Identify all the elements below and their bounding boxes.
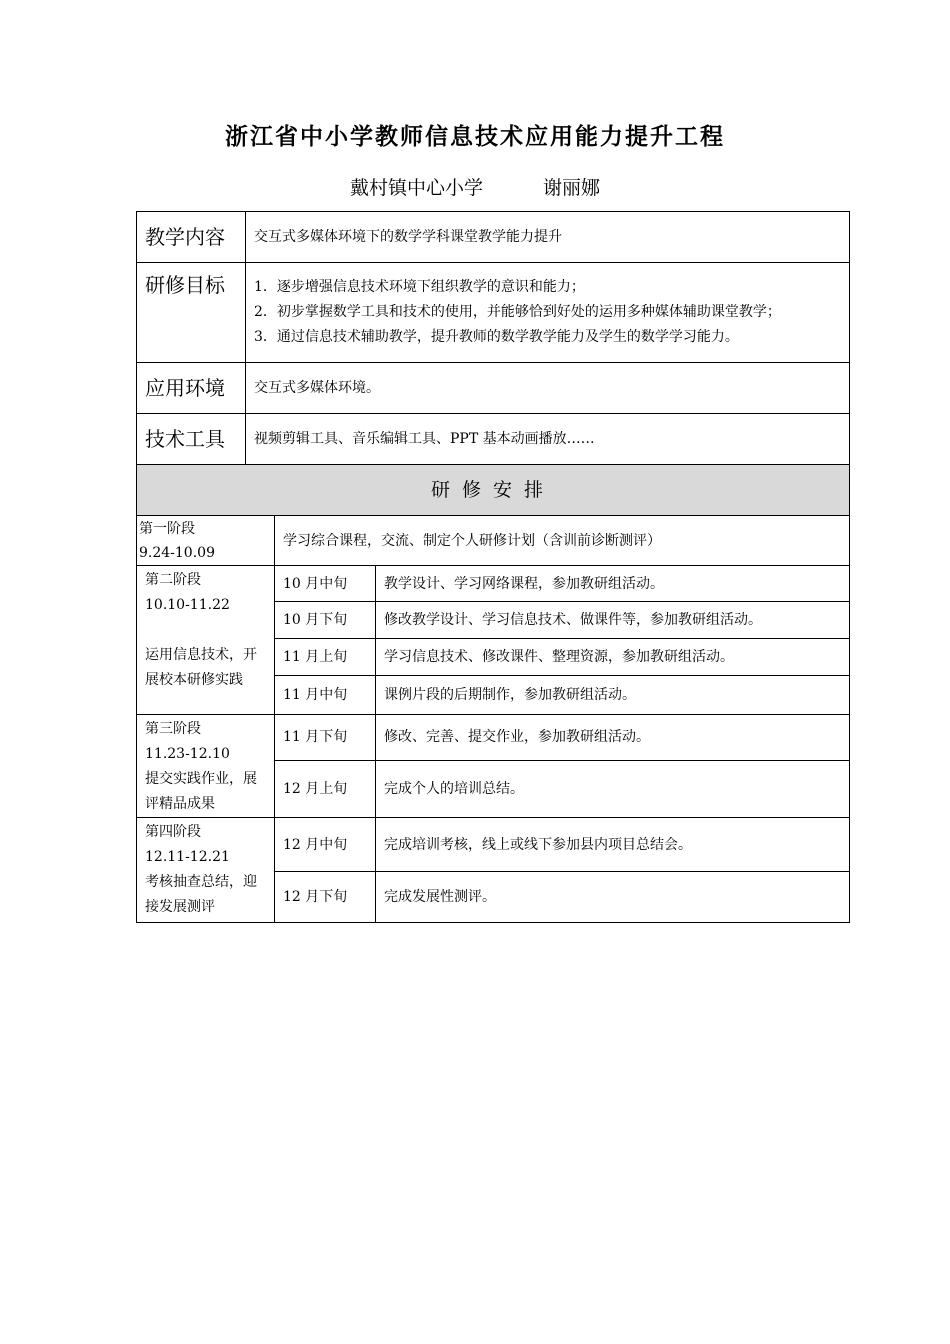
period-cell: 12 月上旬 [275,760,376,817]
stage-desc: 提交实践作业，展评精品成果 [145,771,257,812]
stage-4-cell [137,818,275,923]
stage-activity: 学习综合课程，交流、制定个人研修计划（含训前诊断测评） [275,516,850,566]
stage-3-cell [137,715,275,818]
stage-dates: 9.24-10.09 [139,544,215,561]
tools-label: 技术工具 [137,414,246,465]
period-cell: 10 月中旬 [275,566,376,602]
activity-cell: 课例片段的后期制作，参加教研组活动。 [376,676,850,715]
content-value: 交互式多媒体环境下的数学学科课堂教学能力提升 [246,212,850,263]
document-subtitle [0,173,950,200]
stage-name: 第四阶段 [145,824,201,840]
period-cell: 12 月中旬 [275,818,376,872]
stage-desc: 考核抽查总结，迎接发展测评 [145,874,257,915]
period-cell: 12 月下旬 [275,872,376,923]
stage-dates: 10.10-11.22 [145,597,230,613]
stage-2-cell [137,566,275,715]
activity-cell: 修改教学设计、学习信息技术、做课件等，参加教研组活动。 [376,602,850,639]
activity-cell: 学习信息技术、修改课件、整理资源，参加教研组活动。 [376,639,850,676]
env-label: 应用环境 [137,363,246,414]
activity-cell: 修改、完善、提交作业，参加教研组活动。 [376,715,850,761]
activity-cell: 完成个人的培训总结。 [376,760,850,817]
stage-dates: 12.11-12.21 [145,849,230,865]
info-table [136,211,850,516]
period-cell: 11 月下旬 [275,715,376,761]
author-name: 谢丽娜 [543,177,601,199]
stage-name: 第一阶段 [139,520,195,537]
arrangement-header: 研修安排 [137,465,850,516]
table-row [137,818,850,872]
school-name: 戴村镇中心小学 [349,177,483,199]
goal-list [246,263,850,363]
goal-item: 2．初步掌握数学工具和技术的使用，并能够恰到好处的运用多种媒体辅助课堂教学； [254,304,781,320]
goal-label: 研修目标 [137,263,246,363]
table-row [137,566,850,602]
stage-dates: 11.23-12.10 [145,746,230,762]
tools-value: 视频剪辑工具、音乐编辑工具、PPT 基本动画播放…… [246,414,850,465]
stage-desc: 运用信息技术，开展校本研修实践 [145,647,257,688]
activity-cell: 完成培训考核，线上或线下参加县内项目总结会。 [376,818,850,872]
table-row [137,715,850,761]
goal-item: 3．通过信息技术辅助教学，提升教师的数学教学能力及学生的数学学习能力。 [254,329,739,345]
goal-item: 1．逐步增强信息技术环境下组织教学的意识和能力； [254,279,585,295]
period-cell: 10 月下旬 [275,602,376,639]
period-cell: 11 月中旬 [275,676,376,715]
stage-name: 第二阶段 [145,572,201,588]
stage-name: 第三阶段 [145,721,201,737]
content-label: 教学内容 [137,212,246,263]
document-title: 浙江省中小学教师信息技术应用能力提升工程 [225,124,725,150]
activity-cell: 完成发展性测评。 [376,872,850,923]
period-cell: 11 月上旬 [275,639,376,676]
schedule-table [136,515,850,923]
spacer [145,618,266,643]
activity-cell: 教学设计、学习网络课程，参加教研组活动。 [376,566,850,602]
env-value: 交互式多媒体环境。 [246,363,850,414]
stage-1-cell [137,516,275,566]
table-row [137,516,850,566]
